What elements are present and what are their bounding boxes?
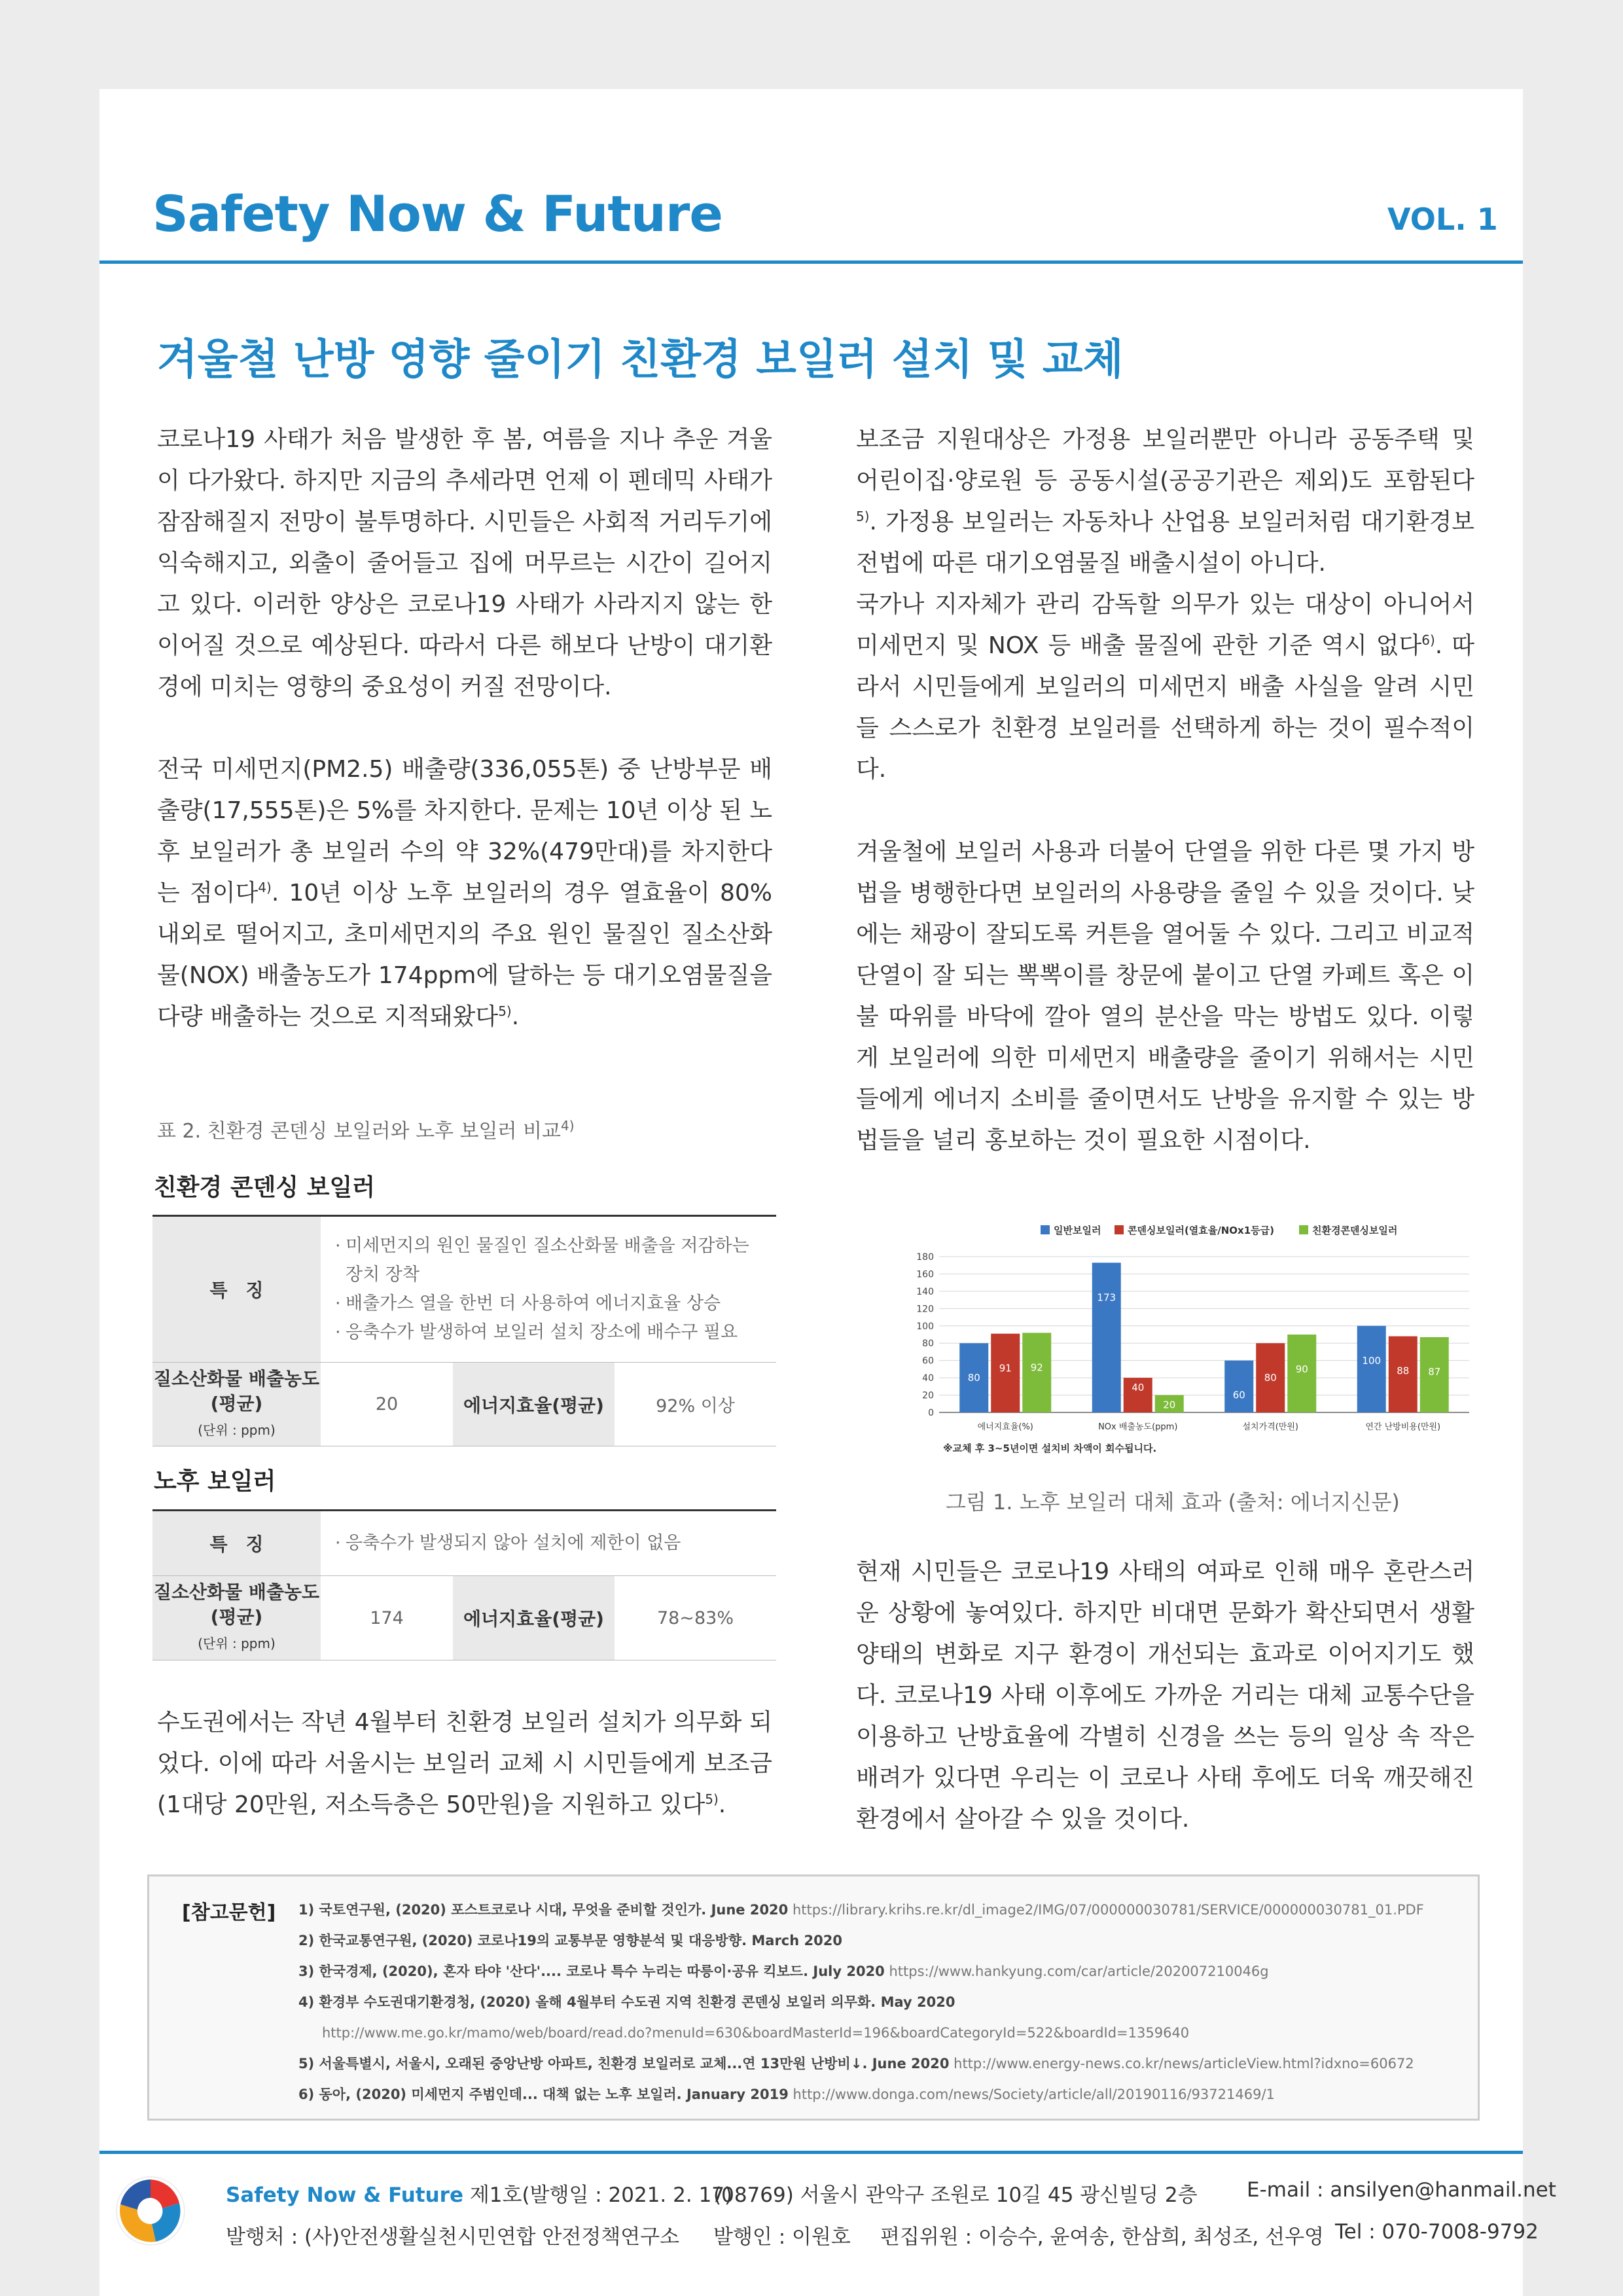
- reference-url: https://www.hankyung.com/car/article/202007210046g: [884, 1964, 1269, 1979]
- efficiency-label: 에너지효율(평균): [453, 1576, 615, 1660]
- bar: [1357, 1326, 1386, 1412]
- old-boiler-table: [152, 1509, 776, 1660]
- paragraph-pm25: 전국 미세먼지(PM2.5) 배출량(336,055톤) 중 난방부문 배출량(17,555톤)은 5%를 차지한다. 문제는 10년 이상 된 노후 보일러가 총 보일러 수의 약 32%(479만대)를 차지한다는 점이다$^{4)}$. 10년 이상 노후 보일러의 경우 열효율이 80% 내외로 떨어지고, 초미세먼지의 주요 원인 물질인 질소산화물(NOX) 배출농도가 174ppm에 달하는 등 대기오염물질을 다량 배출하는 것으로 지적돼왔다$^{5)}$.: [157, 756, 772, 1030]
- reference-text: 1) 국토연구원, (2020) 포스트코로나 시대, 무엇을 준비할 것인가. June 2020: [298, 1902, 789, 1918]
- reference-item: [298, 1926, 1470, 1956]
- condensing-boiler-table: [152, 1215, 776, 1446]
- feature-cell: [321, 1511, 776, 1576]
- paragraph-intro: 코로나19 사태가 처음 발생한 후 봄, 여름을 지나 추운 겨울이 다가왔다. 하지만 지금의 추세라면 언제 이 펜데믹 사태가 잠잠해질지 전망이 불투명하다. 시민들은 사회적 거리두기에 익숙해지고, 외출이 줄어들고 집에 머무르는 시간이 길어지고 있다. 이러한 양상은 코로나19 사태가 사라지지 않는 한 이어질 것으로 예상된다. 따라서 다른 해보다 난방이 대기환경에 미치는 영향의 중요성이 커질 전망이다.: [157, 426, 772, 700]
- footer-editors: 편집위원 : 이승수, 윤여송, 한삼희, 최성조, 선우영: [880, 2225, 1324, 2249]
- efficiency-label: 에너지효율(평균): [453, 1363, 615, 1446]
- table-row: [152, 1216, 776, 1363]
- y-tick-label: 80: [922, 1338, 934, 1350]
- footer-publisher: 발행인 : 이원호: [713, 2225, 851, 2249]
- reference-text: 5) 서울특별시, 서울시, 오래된 중앙난방 아파트, 친환경 보일러로 교체...연 13만원 난방비↓. June 2020: [298, 2056, 950, 2072]
- y-tick-label: 120: [916, 1304, 934, 1315]
- nox-value: 174: [321, 1576, 453, 1660]
- legend-entry: 콘덴싱보일러(열효율/NOx1등급): [1128, 1225, 1274, 1236]
- data-label: 80: [967, 1372, 980, 1384]
- left-column-bottom: [157, 1702, 772, 1825]
- efficiency-value: 78~83%: [615, 1576, 776, 1660]
- data-label: 88: [1397, 1365, 1410, 1377]
- reference-item: [298, 1987, 1470, 2018]
- reference-item: [298, 2049, 1470, 2079]
- bar: [1224, 1361, 1253, 1412]
- x-tick-label: 설치가격(만원): [1242, 1422, 1298, 1432]
- list-item: · 미세먼지의 원인 물질인 질소산화물 배출을 저감하는 장치 장착: [346, 1232, 764, 1289]
- data-label: 90: [1295, 1363, 1308, 1375]
- y-tick-label: 0: [928, 1408, 934, 1418]
- list-item: · 응축수가 발생되지 않아 설치에 제한이 없음: [346, 1529, 764, 1558]
- left-column-top: [157, 419, 772, 1037]
- x-tick-label: NOx 배출농도(ppm): [1098, 1422, 1178, 1432]
- nox-label: 질소산화물 배출농도 (평균) (단위 : ppm): [152, 1576, 321, 1660]
- footer-email: E-mail : ansilyen@hanmail.net: [1247, 2178, 1556, 2202]
- article-title: 겨울철 난방 영향 줄이기 친환경 보일러 설치 및 교체: [157, 336, 1124, 384]
- footer-issue: Safety Now & Future 제1호(발행일 : 2021. 2. 17): [226, 2183, 733, 2207]
- y-tick-label: 20: [922, 1390, 934, 1401]
- nox-label: 질소산화물 배출농도 (평균) (단위 : ppm): [152, 1363, 321, 1446]
- data-label: 20: [1163, 1399, 1176, 1411]
- reference-item: [298, 1895, 1470, 1926]
- y-tick-label: 140: [916, 1286, 934, 1297]
- paragraph-subsidy-target: 보조금 지원대상은 가정용 보일러뿐만 아니라 공동주택 및 어린이집·양로원 등 공동시설(공공기관은 제외)도 포함된다$^{5)}$. 가정용 보일러는 자동차나 산업용 보일러처럼 대기환경보전법에 따른 대기오염물질 배출시설이 아니다.: [856, 426, 1474, 577]
- legend-entry: 일반보일러: [1054, 1225, 1101, 1236]
- feature-label: 특 징: [152, 1216, 321, 1363]
- x-tick-label: 연간 난방비용(만원): [1365, 1422, 1441, 1432]
- references-label: [참고문헌]: [182, 1901, 276, 1924]
- legend-swatch: [1041, 1225, 1050, 1234]
- table-section2-title: 노후 보일러: [154, 1468, 276, 1495]
- reference-text: 4) 환경부 수도권대기환경청, (2020) 올해 4월부터 수도권 지역 친환경 콘덴싱 보일러 의무화. May 2020: [298, 1994, 955, 2010]
- paragraph-subsidy: 수도권에서는 작년 4월부터 친환경 보일러 설치가 의무화 되었다. 이에 따라 서울시는 보일러 교체 시 시민들에게 보조금(1대당 20만원, 저소득층은 50만원)을 지원하고 있다$^{5)}$.: [157, 1709, 772, 1818]
- paragraph-insulation: 겨울철에 보일러 사용과 더불어 단열을 위한 다른 몇 가지 방법을 병행한다면 보일러의 사용량을 줄일 수 있을 것이다. 낮에는 채광이 잘되도록 커튼을 열어둘 수 있다. 그리고 비교적 단열이 잘 되는 뽁뽁이를 창문에 붙이고 단열 카페트 혹은 이불 따위를 바닥에 깔아 열의 분산을 막는 방법도 있다. 이렇게 보일러에 의한 미세먼지 배출량을 줄이기 위해서는 시민들에게 에너지 소비를 줄이면서도 난방을 유지할 수 있는 방법들을 널리 홍보하는 것이 필요한 시점이다.: [856, 838, 1474, 1154]
- y-tick-label: 180: [916, 1252, 934, 1263]
- figure-caption: 그림 1. 노후 보일러 대체 효과 (출처: 에너지신문): [946, 1490, 1400, 1515]
- efficiency-value: 92% 이상: [615, 1363, 776, 1446]
- list-item: · 배출가스 열을 한번 더 사용하여 에너지효율 상승: [346, 1289, 764, 1318]
- paragraph-conclusion: 현재 시민들은 코로나19 사태의 여파로 인해 매우 혼란스러운 상황에 놓여있다. 하지만 비대면 문화가 확산되면서 생활 양태의 변화로 지구 환경이 개선되는 효과로 이어지기도 했다. 코로나19 사태 이후에도 가까운 거리는 대체 교통수단을 이용하고 난방효율에 각별히 신경을 쓰는 등의 일상 속 작은 배려가 있다면 우리는 이 코로나 사태 후에도 더욱 깨끗해진 환경에서 살아갈 수 있을 것이다.: [856, 1558, 1474, 1833]
- boiler-comparison-chart: [893, 1211, 1482, 1486]
- right-column-top: [856, 419, 1474, 1161]
- reference-item: [298, 2079, 1470, 2110]
- bar: [1092, 1263, 1121, 1412]
- data-label: 60: [1232, 1389, 1245, 1401]
- list-item: · 응축수가 발생하여 보일러 설치 장소에 배수구 필요: [346, 1318, 764, 1347]
- reference-url: https://library.krihs.re.kr/dl_image2/IMG/07/000000030781/SERVICE/000000030781_01.PDF: [788, 1902, 1424, 1918]
- legend-swatch: [1299, 1225, 1308, 1234]
- x-tick-label: 에너지효율(%): [977, 1422, 1033, 1432]
- legend-entry: 친환경콘덴싱보일러: [1312, 1225, 1398, 1236]
- chart-note: ※교체 후 3~5년이면 설치비 차액이 회수됩니다.: [943, 1443, 1157, 1454]
- y-tick-label: 100: [916, 1321, 934, 1332]
- footer-tel: Tel : 070-7008-9792: [1335, 2220, 1539, 2244]
- chart-svg: [893, 1211, 1482, 1486]
- data-label: 173: [1097, 1291, 1116, 1304]
- data-label: 100: [1362, 1354, 1382, 1367]
- header-divider: [99, 260, 1523, 264]
- paragraph-regulation: 국가나 지자체가 관리 감독할 의무가 있는 대상이 아니어서 미세먼지 및 NOX 등 배출 물질에 관한 기준 역시 없다$^{6)}$. 따라서 시민들에게 보일러의 미세먼지 배출 사실을 알려 시민들 스스로가 친환경 보일러를 선택하게 하는 것이 필수적이다.: [856, 591, 1475, 783]
- newsletter-title: Safety Now & Future: [152, 185, 722, 243]
- data-label: 40: [1132, 1382, 1145, 1394]
- reference-text: 6) 동아, (2020) 미세먼지 주범인데... 대책 없는 노후 보일러. January 2019: [298, 2087, 789, 2102]
- reference-url: http://www.energy-news.co.kr/news/articleView.html?idxno=60672: [949, 2056, 1414, 2072]
- nox-value: 20: [321, 1363, 453, 1446]
- reference-url: http://www.me.go.kr/mamo/web/board/read.do?menuId=630&boardMasterId=196&boardCategoryId=522&boardId=1359640: [322, 2025, 1190, 2041]
- y-tick-label: 60: [922, 1355, 934, 1367]
- y-tick-label: 40: [922, 1373, 934, 1384]
- reference-text: 2) 한국교통연구원, (2020) 코로나19의 교통부문 영향분석 및 대응방향. March 2020: [298, 1933, 842, 1948]
- right-column-bottom: [856, 1551, 1474, 1840]
- data-label: 87: [1428, 1365, 1441, 1378]
- reference-item: [298, 1956, 1470, 1987]
- feature-list: [327, 1529, 764, 1558]
- reference-text: 3) 한국경제, (2020), 혼자 타야 '산다'.... 코로나 특수 누리는 따릉이·공유 킥보드. July 2020: [298, 1964, 885, 1979]
- reference-item: [298, 2018, 1470, 2049]
- footer-address: (08769) 서울시 관악구 조원로 10길 45 광신빌딩 2층: [713, 2183, 1198, 2207]
- table-section1-title: 친환경 콘덴싱 보일러: [154, 1174, 376, 1201]
- reference-url: http://www.donga.com/news/Society/article/all/20190116/93721469/1: [788, 2087, 1275, 2102]
- table-row: [152, 1511, 776, 1576]
- footer-publisher-org: 발행처 : (사)안전생활실천시민연합 안전정책연구소: [226, 2225, 680, 2249]
- table-row: [152, 1363, 776, 1446]
- y-tick-label: 160: [916, 1269, 934, 1280]
- volume-label: VOL. 1: [1387, 202, 1498, 237]
- legend-swatch: [1115, 1225, 1124, 1234]
- table-caption: 표 2. 친환경 콘덴싱 보일러와 노후 보일러 비교$^{4)}$: [157, 1118, 575, 1143]
- references-list: [298, 1895, 1470, 2110]
- data-label: 80: [1264, 1372, 1277, 1384]
- feature-label: 특 징: [152, 1511, 321, 1576]
- references-box: [147, 1874, 1480, 2121]
- table-row: [152, 1576, 776, 1660]
- safety-org-logo-icon: [111, 2172, 190, 2250]
- footer-divider: [99, 2151, 1523, 2154]
- feature-list: [327, 1232, 764, 1347]
- feature-cell: [321, 1216, 776, 1363]
- data-label: 92: [1030, 1361, 1043, 1374]
- data-label: 91: [999, 1362, 1012, 1374]
